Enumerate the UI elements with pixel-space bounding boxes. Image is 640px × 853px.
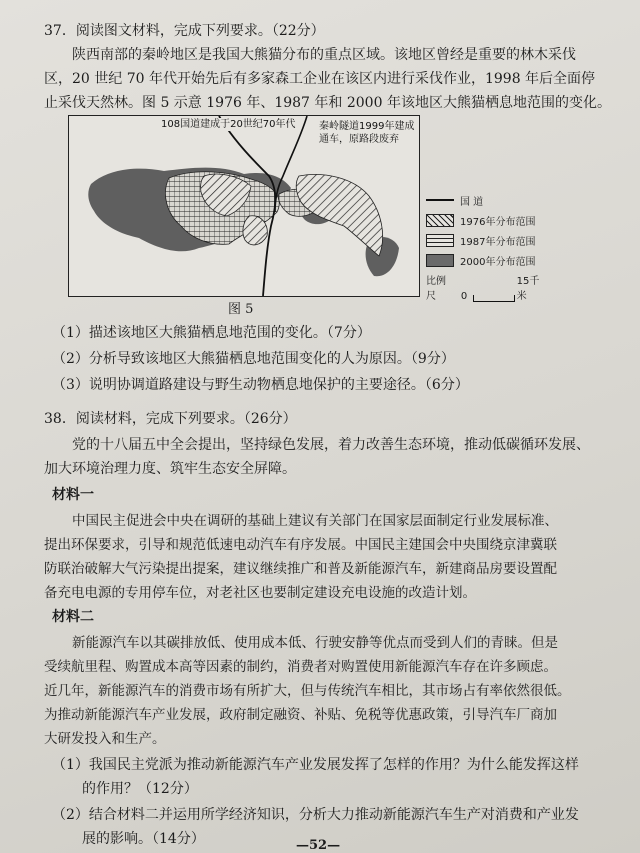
legend-1987 — [426, 230, 546, 250]
swatch-1976 — [426, 214, 454, 227]
q37-sub-3: （3）说明协调道路建设与野生动物栖息地保护的主要途径。（6分） — [52, 377, 469, 393]
q38-sub-2-line-2: 展的影响。（14分） — [82, 831, 205, 847]
q37-sub-2: （2）分析导致该地区大熊猫栖息地范围变化的人为原因。（9分） — [52, 351, 455, 367]
q37-sub-1: （1）描述该地区大熊猫栖息地范围的变化。（7分） — [52, 325, 371, 341]
figure-5-habitat-map — [68, 115, 540, 310]
scale-label: 比例尺 — [426, 276, 446, 302]
map-frame — [68, 115, 420, 297]
material-2-line-3: 近几年，新能源汽车的消费市场有所扩大，但与传统汽车相比，其市场占有率依然很低。 — [44, 683, 571, 699]
map-legend — [426, 190, 546, 302]
legend-2000 — [426, 250, 546, 270]
material-1-heading: 材料一 — [52, 487, 94, 503]
legend-road — [426, 190, 546, 210]
material-1-line-1: 中国民主促进会中央在调研的基础上建议有关部门在国家层面制定行业发展标准、 — [72, 513, 558, 529]
tunnel-callout-line-1: 秦岭隧道1999年建成 — [319, 121, 415, 132]
legend-1976 — [426, 210, 546, 230]
road-swatch — [426, 199, 454, 201]
scale-bar-row — [426, 272, 546, 302]
swatch-1987 — [426, 234, 454, 247]
material-2-line-4: 为推动新能源汽车产业发展，政府制定融资、补贴、免税等优惠政策，引导汽车厂商加 — [44, 707, 557, 723]
road-callout: 108国道建成于20世纪70年代 — [161, 119, 296, 130]
material-2-line-5: 大研发投入和生产。 — [44, 731, 166, 747]
material-2-line-2: 受续航里程、购置成本高等因素的制约，消费者对购置使用新能源汽车存在许多顾虑。 — [44, 659, 557, 675]
material-2-heading: 材料二 — [52, 609, 94, 625]
q38-sub-1-line-1: （1）我国民主党派为推动新能源汽车产业发展发挥了怎样的作用？为什么能发挥这样 — [52, 757, 579, 773]
q38-title: 38．阅读材料，完成下列要求。（26分） — [44, 411, 297, 427]
legend-2000-label: 2000年分布范围 — [460, 256, 536, 268]
q37-para-line-3: 止采伐天然林。图 5 示意 1976 年、1987 年和 2000 年该地区大熊猫栖息地范围的变化。 — [44, 95, 611, 111]
material-2-line-1: 新能源汽车以其碳排放低、使用成本低、行驶安静等优点而受到人们的青睐。但是 — [72, 635, 558, 651]
material-1-line-4: 备充电电源的专用停车位，对老社区也要制定建设充电设施的改造计划。 — [44, 585, 476, 601]
q38-intro-line-2: 加大环境治理力度、筑牢生态安全屏障。 — [44, 461, 296, 477]
q37-para-line-2: 区，20 世纪 70 年代开始先后有多家森工企业在该区内进行采伐作业，1998 年后全面停 — [44, 71, 596, 87]
figure-caption: 图 5 — [228, 302, 254, 317]
q38-intro-line-1: 党的十八届五中全会提出，坚持绿色发展，着力改善生态环境，推动低碳循环发展、 — [72, 437, 590, 453]
q37-para-line-1: 陕西南部的秦岭地区是我国大熊猫分布的重点区域。该地区曾经是重要的林木采伐 — [72, 47, 576, 63]
material-1-line-3: 防联治破解大气污染提出提案，建议继续推广和普及新能源汽车，新建商品房要设置配 — [44, 561, 557, 577]
scale-zero: 0 — [460, 291, 468, 302]
scale-bar — [473, 295, 514, 302]
swatch-2000 — [426, 254, 454, 267]
q37-title: 37．阅读图文材料，完成下列要求。（22分） — [44, 23, 325, 39]
material-1-line-2: 提出环保要求，引导和规范低速电动汽车有序发展。中国民主建国会中央围绕京津冀联 — [44, 537, 557, 553]
q38-sub-1-line-2: 的作用？（12分） — [82, 781, 198, 797]
legend-1976-label: 1976年分布范围 — [460, 216, 536, 228]
q38-sub-2-line-1: （2）结合材料二并运用所学经济知识，分析大力推动新能源汽车生产对消费和产业发 — [52, 807, 579, 823]
tunnel-callout-line-2: 通车，原路段废弃 — [319, 134, 399, 145]
scale-fifteen: 15千米 — [516, 276, 540, 302]
page-number: —52— — [296, 838, 341, 853]
legend-road-label: 国 道 — [460, 196, 484, 208]
legend-1987-label: 1987年分布范围 — [460, 236, 536, 248]
